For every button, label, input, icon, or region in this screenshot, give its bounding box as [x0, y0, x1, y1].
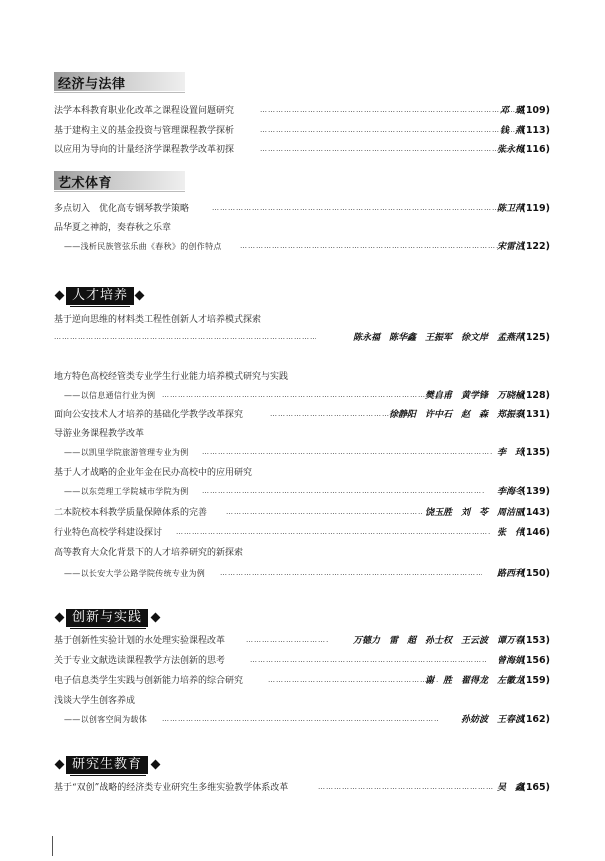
dot-leader — [260, 124, 522, 138]
toc-entry-subtitle[interactable] — [54, 389, 550, 403]
section-title: 艺术体育 — [58, 176, 113, 191]
entry-author: 钱 燕 — [499, 126, 524, 136]
section-title: 人才培养 — [66, 287, 134, 305]
entry-title: 高等教育大众化背景下的人才培养研究的新探索 — [54, 548, 244, 558]
entry-author: 路西利 — [496, 569, 524, 579]
dot-leader — [260, 104, 522, 118]
diamond-bullet-icon — [135, 291, 145, 301]
entry-author: 孙妨波 王春波 — [460, 715, 524, 725]
toc-entry[interactable] — [54, 221, 550, 235]
dot-leader — [54, 331, 316, 345]
entry-author: 李海冬 — [496, 487, 524, 497]
entry-page: (122) — [521, 241, 550, 252]
toc-entry-subtitle[interactable] — [54, 446, 550, 460]
entry-title: 法学本科教育职业化改革之课程设置问题研究 — [54, 106, 235, 116]
toc-entry[interactable] — [54, 506, 550, 520]
entry-title: 以应用为导向的计量经济学课程教学改革初探 — [54, 145, 235, 155]
toc-entry[interactable] — [54, 674, 550, 688]
entry-subtitle: ——以凯里学院旅游管理专业为例 — [64, 448, 189, 457]
entry-title: 二本院校本科教学质量保障体系的完善 — [54, 508, 208, 518]
dot-leader — [162, 713, 438, 727]
toc-entry[interactable] — [54, 427, 550, 441]
toc-entry[interactable] — [54, 546, 550, 560]
dot-leader — [202, 485, 484, 499]
entry-author: 饶玉胜 刘 苓 周洁丽 — [424, 508, 524, 518]
entry-page: (165) — [521, 782, 550, 793]
toc-entry[interactable] — [54, 313, 550, 327]
entry-page: (156) — [521, 655, 550, 666]
entry-page: (135) — [521, 447, 550, 458]
entry-title: 品华夏之神韵，奏春秋之乐章 — [54, 223, 172, 233]
toc-entry[interactable] — [54, 143, 550, 157]
toc-entry[interactable] — [54, 694, 550, 708]
dot-leader — [250, 654, 486, 668]
toc-entry-subtitle[interactable] — [54, 240, 550, 254]
entry-author: 吴 鑫 — [496, 783, 524, 793]
entry-subtitle: ——以信息通信行业为例 — [64, 391, 156, 400]
section-rule — [54, 191, 185, 192]
dot-leader — [212, 202, 498, 216]
entry-author: 陈永福 陈华鑫 王振军 徐文岸 孟燕萍 — [352, 333, 524, 343]
entry-title: 基于创新性实验计划的水处理实验课程改革 — [54, 636, 226, 646]
entry-author: 徐静阳 许中石 赵 森 郑振泰 — [388, 410, 524, 420]
dot-leader — [240, 240, 502, 254]
toc-entry[interactable] — [54, 202, 550, 216]
toc-entry[interactable] — [54, 654, 550, 668]
entry-subtitle: ——以创客空间为载体 — [64, 715, 147, 724]
entry-subtitle: ——浅析民族管弦乐曲《春秋》的创作特点 — [64, 242, 222, 251]
section-header-innovation — [56, 609, 176, 627]
entry-page: (159) — [521, 675, 550, 686]
toc-entry-subtitle[interactable] — [54, 567, 550, 581]
entry-page: (162) — [521, 714, 550, 725]
toc-entry[interactable] — [54, 781, 550, 795]
entry-title: 行业特色高校学科建设探讨 — [54, 528, 163, 538]
page-edge-rule — [52, 836, 53, 856]
dot-leader — [260, 143, 508, 157]
entry-title: 基于人才战略的企业年金在民办高校中的应用研究 — [54, 468, 253, 478]
entry-page: (109) — [521, 105, 550, 116]
dot-leader — [202, 446, 492, 460]
toc-entry-author-line[interactable] — [54, 331, 550, 345]
entry-title: 电子信息类学生实践与创新能力培养的综合研究 — [54, 676, 244, 686]
dot-leader — [318, 781, 494, 795]
entry-title: 多点切入 优化高专钢琴教学策略 — [54, 204, 190, 214]
section-title: 研究生教育 — [66, 756, 148, 774]
toc-entry[interactable] — [54, 408, 550, 422]
entry-page: (153) — [521, 635, 550, 646]
entry-author: 陈卫萍 — [496, 204, 524, 214]
entry-page: (139) — [521, 486, 550, 497]
entry-page: (128) — [521, 390, 550, 401]
entry-page: (131) — [521, 409, 550, 420]
section-title: 经济与法律 — [58, 77, 126, 92]
entry-title: 浅谈大学生创客养成 — [54, 696, 136, 706]
toc-entry[interactable] — [54, 370, 550, 384]
entry-title: 基于“双创”战略的经济类专业研究生多维实验教学体系改革 — [54, 783, 289, 793]
entry-title: 关于专业文献选读课程教学方法创新的思考 — [54, 656, 226, 666]
toc-entry[interactable] — [54, 104, 550, 118]
toc-entry[interactable] — [54, 124, 550, 138]
entry-subtitle: ——以东莞理工学院城市学院为例 — [64, 487, 189, 496]
entry-author: 张永梅 — [496, 145, 524, 155]
entry-author: 万德力 雷 超 孙士权 王云波 谭万春 — [352, 636, 524, 646]
entry-page: (119) — [521, 203, 550, 214]
toc-entry-subtitle[interactable] — [54, 713, 550, 727]
entry-author: 谢 胜 翟得龙 左徽龙 — [424, 676, 524, 686]
entry-page: (143) — [521, 507, 550, 518]
entry-title: 基于建构主义的基金投资与管理课程教学探析 — [54, 126, 235, 136]
entry-title: 导游业务课程教学改革 — [54, 429, 145, 439]
section-header-graduate — [56, 756, 176, 774]
section-rule — [70, 628, 146, 629]
entry-title: 基于逆向思维的材料类工程性创新人才培养模式探索 — [54, 315, 262, 325]
diamond-bullet-icon — [55, 760, 65, 770]
toc-entry-subtitle[interactable] — [54, 485, 550, 499]
dot-leader — [176, 526, 490, 540]
dot-leader — [162, 389, 452, 403]
entry-author: 邓 璐 — [499, 106, 524, 116]
entry-author: 李 玲 — [496, 448, 524, 458]
entry-author: 樊自甫 黄学锋 万晓榆 — [424, 391, 524, 401]
section-header-talent — [56, 287, 166, 305]
section-rule — [70, 775, 146, 776]
diamond-bullet-icon — [55, 291, 65, 301]
diamond-bullet-icon — [55, 613, 65, 623]
entry-author: 张 伟 — [496, 528, 524, 538]
entry-title: 地方特色高校经管类专业学生行业能力培养模式研究与实践 — [54, 372, 289, 382]
entry-page: (150) — [521, 568, 550, 579]
entry-page: (116) — [521, 144, 550, 155]
section-header-econ-law — [54, 72, 185, 91]
dot-leader — [220, 567, 482, 581]
entry-page: (146) — [521, 527, 550, 538]
entry-author: 宋雷洁 — [496, 242, 524, 252]
section-header-arts-sports — [54, 171, 185, 190]
toc-entry[interactable] — [54, 634, 550, 648]
entry-page: (125) — [521, 332, 550, 343]
dot-leader — [226, 506, 422, 520]
diamond-bullet-icon — [151, 613, 161, 623]
diamond-bullet-icon — [151, 760, 161, 770]
entry-title: 面向公安技术人才培养的基础化学教学改革探究 — [54, 410, 244, 420]
section-title: 创新与实践 — [66, 609, 148, 627]
section-rule — [54, 92, 185, 93]
entry-author: 曾海娟 — [496, 656, 524, 666]
section-rule — [70, 306, 130, 307]
dot-leader — [268, 674, 438, 688]
dot-leader — [246, 634, 328, 648]
toc-entry[interactable] — [54, 466, 550, 480]
entry-page: (113) — [521, 125, 550, 136]
entry-subtitle: ——以长安大学公路学院传统专业为例 — [64, 569, 206, 578]
toc-entry[interactable] — [54, 526, 550, 540]
